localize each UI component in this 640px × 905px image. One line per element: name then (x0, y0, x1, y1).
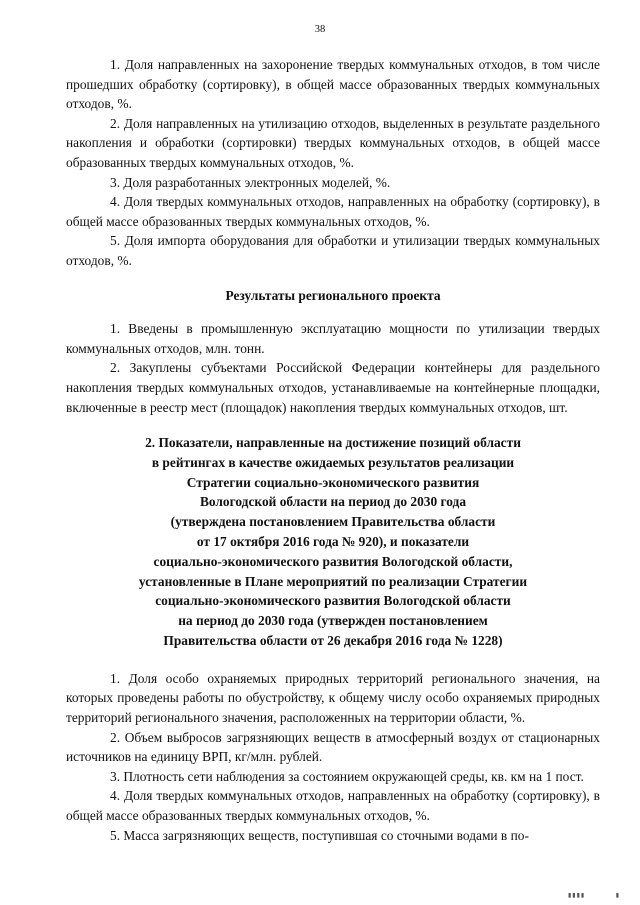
page-content (66, 55, 600, 845)
heading-line: установленные в Плане мероприятий по реализации Стратегии (138, 573, 528, 589)
list-item: 2. Доля направленных на утилизацию отходов, выделенных в результате раздельного накопления и обработки (сортировки) твердых коммунальных отходов, в общей массе образованных твердых коммунальных отходов, %. (66, 115, 600, 170)
results-list (66, 319, 600, 417)
list-item: 5. Доля импорта оборудования для обработки и утилизации твердых коммунальных отходов, %. (66, 233, 600, 268)
section-2-heading (66, 433, 600, 651)
list-item: 3. Доля разработанных электронных моделей, %. (110, 174, 391, 190)
list-item: 1. Доля направленных на захоронение твердых коммунальных отходов, в том числе прошедших обработку (сортировку), в общей массе образованных твердых коммунальных отходов, %. (66, 57, 600, 112)
scan-mark-icon: ▮▮▮▮ (567, 893, 586, 899)
heading-line: социально-экономического развития Вологодской области, (153, 553, 513, 569)
list-item: 1. Введены в промышленную эксплуатацию мощности по утилизации твердых коммунальных отходов, млн. тонн. (66, 321, 600, 356)
list-item: 3. Плотность сети наблюдения за состоянием окружающей среды, кв. км на 1 пост. (110, 768, 584, 784)
list-item: 2. Закуплены субъектами Российской Федерации контейнеры для раздельного накопления твердых коммунальных отходов, устанавливаемые на контейнерные площадки, включенные в реестр мест (площадок) накопления твердых коммунальных отходов, шт. (66, 360, 600, 415)
heading-line: (утверждена постановлением Правительства области (170, 514, 496, 530)
heading-line: Правительства области от 26 декабря 2016 года № 1228) (163, 633, 503, 649)
heading-line: на период до 2030 года (утвержден постановлением (178, 613, 488, 629)
heading-line: Стратегии социально-экономического развития (186, 474, 480, 490)
heading-line: в рейтингах в качестве ожидаемых результатов реализации (151, 454, 515, 470)
list-item: 4. Доля твердых коммунальных отходов, направленных на обработку (сортировку), в общей массе образованных твердых коммунальных отходов, %. (66, 194, 600, 229)
scan-mark-icon: ▮ (615, 893, 620, 899)
list-item: 1. Доля особо охраняемых природных территорий регионального значения, на которых проведены работы по обустройству, к общему числу особо охраняемых природных территорий регионального значения, расположенных на территории области, %. (66, 670, 600, 726)
list-item: 5. Масса загрязняющих веществ, поступившая со сточными водами в по- (110, 827, 529, 843)
heading-line: Вологодской области на период до 2030 года (199, 494, 467, 510)
heading-line: от 17 октября 2016 года № 920), и показатели (196, 534, 470, 550)
scan-marks (540, 892, 620, 899)
heading-line: социально-экономического развития Вологодской области (155, 593, 511, 609)
page-number: 38 (314, 24, 326, 35)
list-item: 4. Доля твердых коммунальных отходов, направленных на обработку (сортировку), в общей массе образованных твердых коммунальных отходов, %. (66, 788, 600, 824)
list-item: 2. Объем выбросов загрязняющих веществ в атмосферный воздух от стационарных источников на единицу ВРП, кг/млн. рублей. (66, 729, 600, 765)
indicator-list-waste (66, 55, 600, 271)
results-heading: Результаты регионального проекта (225, 287, 441, 303)
indicator-list-strategy (66, 669, 600, 845)
heading-line: 2. Показатели, направленные на достижение позиций области (145, 435, 521, 451)
